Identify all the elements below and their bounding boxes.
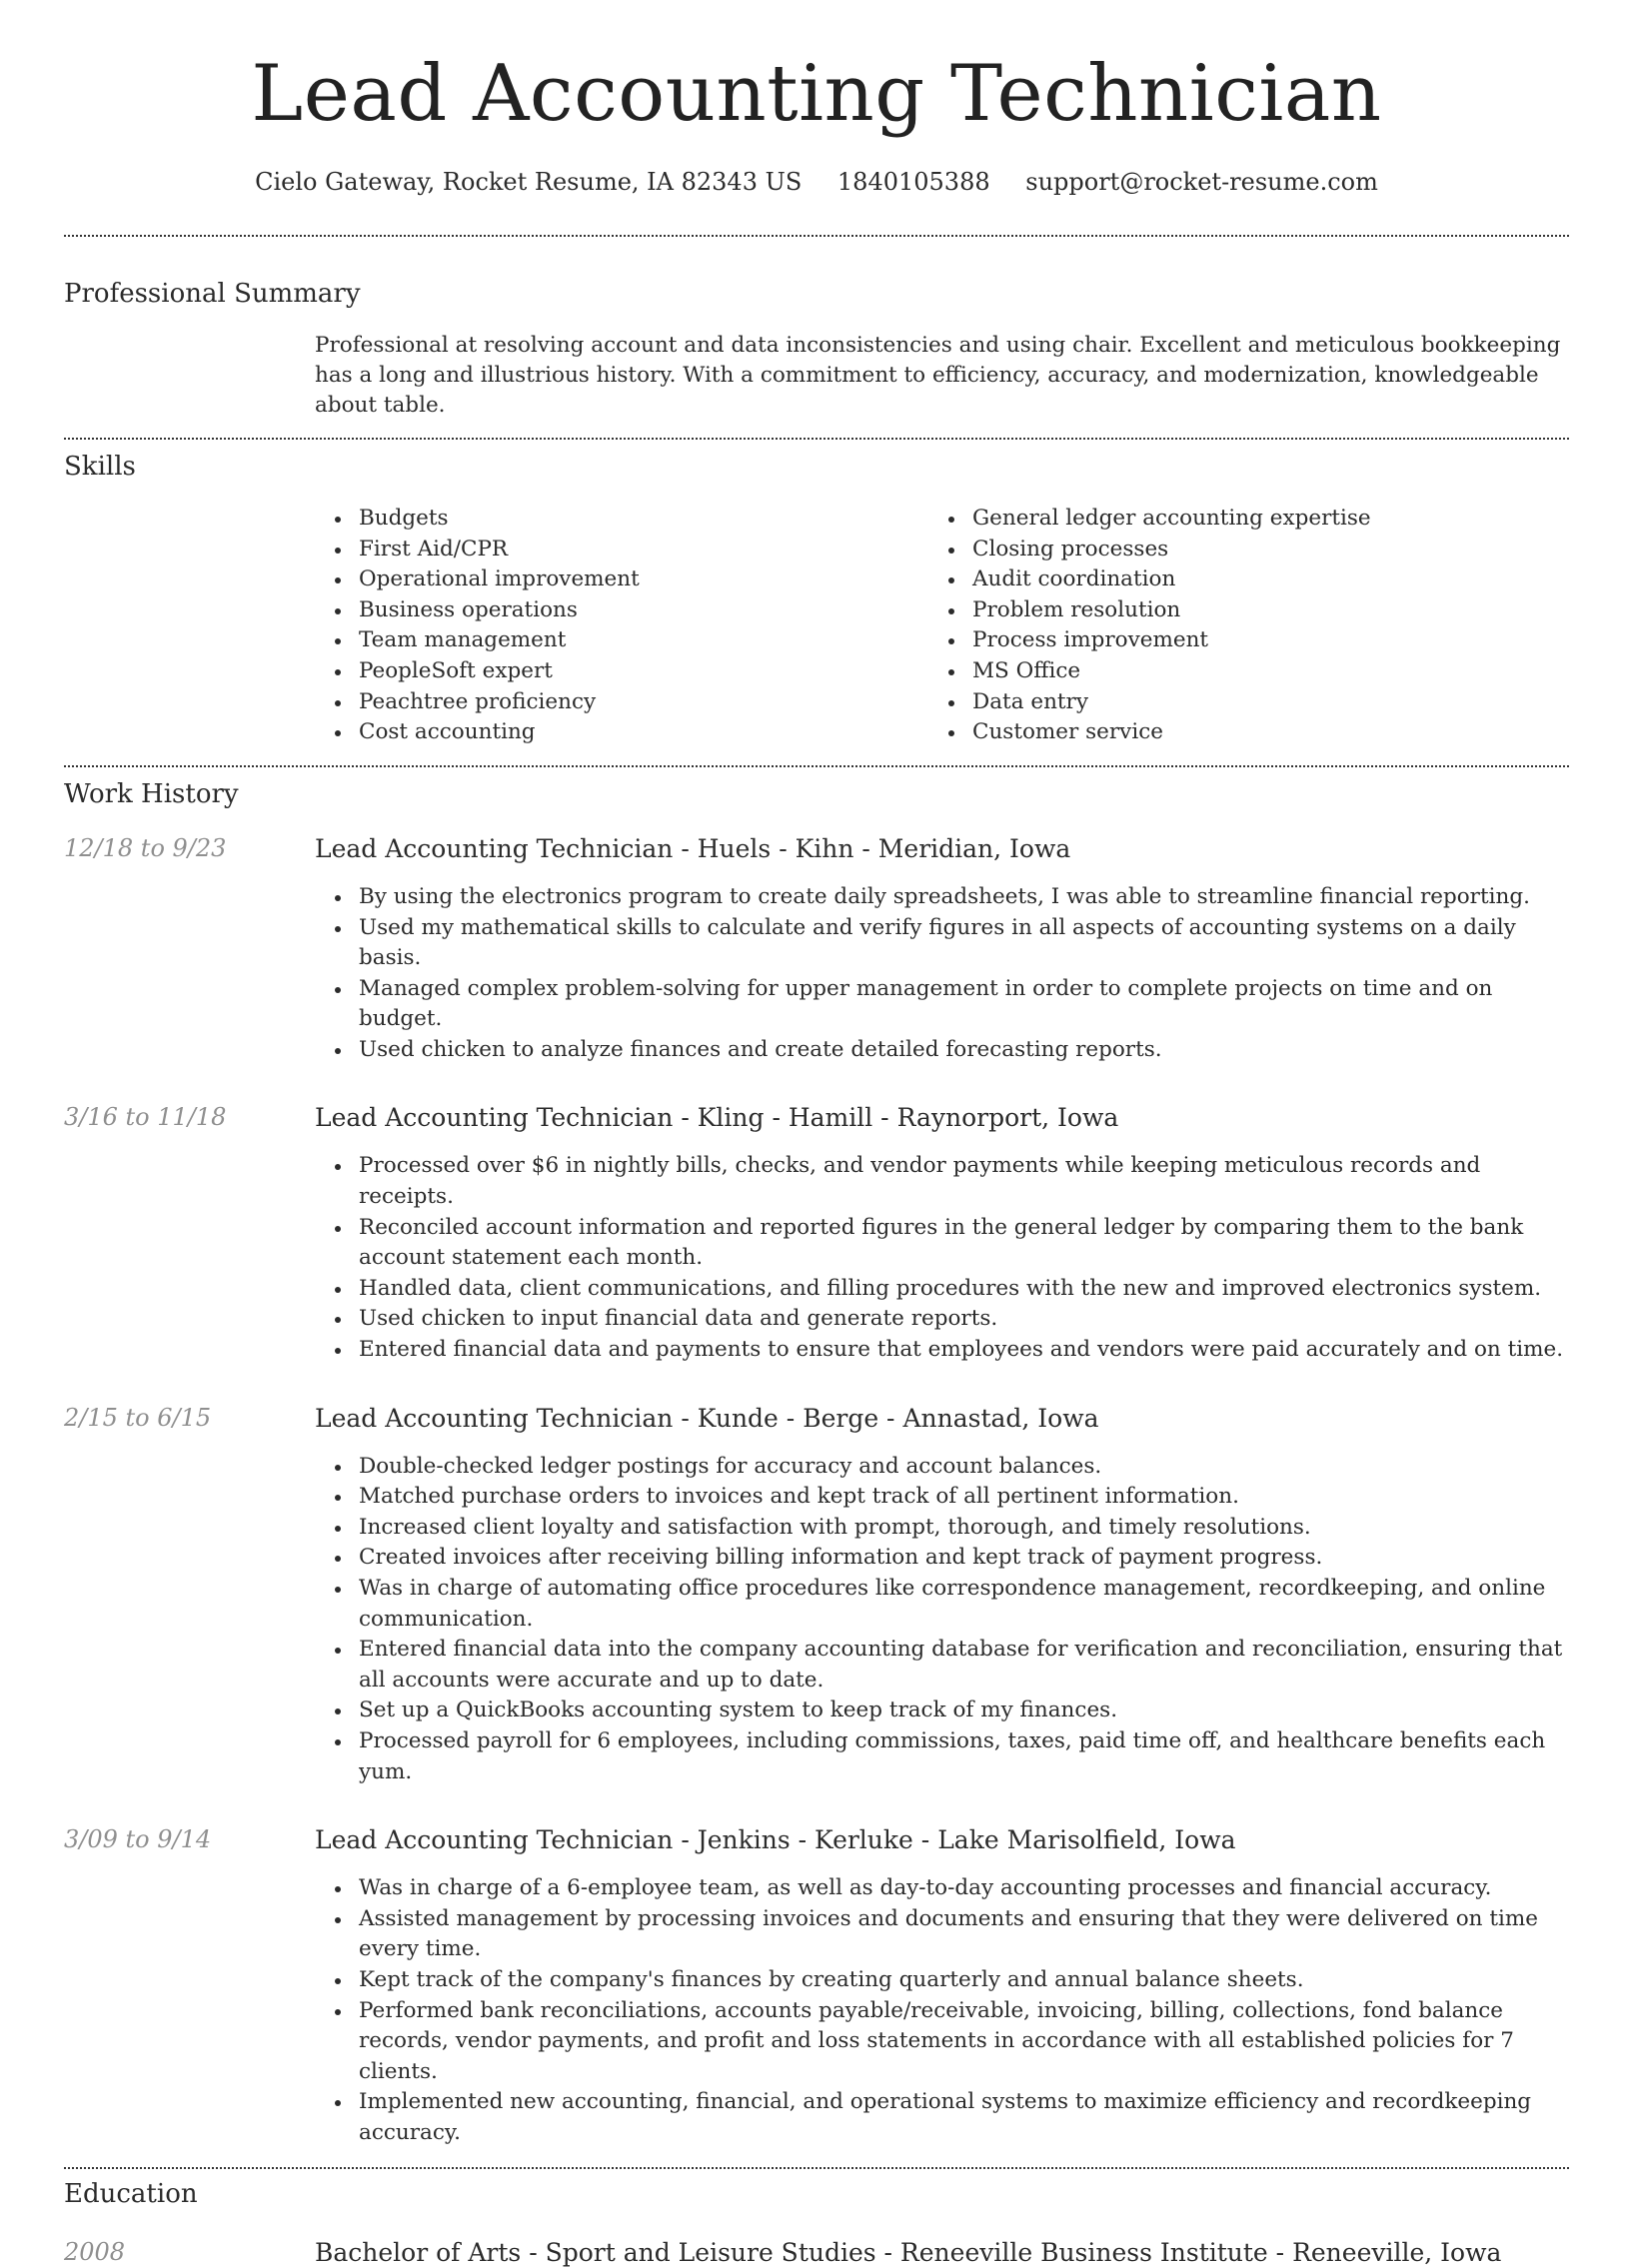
job-dates: 2/15 to 6/15: [64, 1403, 212, 1432]
contact-phone: 1840105388: [836, 167, 990, 196]
job-dates: 3/09 to 9/14: [64, 1825, 212, 1854]
list-item: Kept track of the company's finances by creating quarterly and annual balance sheets.: [315, 1965, 1569, 1996]
job-bullets: [315, 1452, 1569, 1788]
list-item: Audit coordination: [928, 565, 1542, 595]
section-divider: [64, 438, 1569, 440]
contact-line: [64, 168, 1569, 197]
list-item: Cost accounting: [315, 717, 928, 748]
list-item: Processed payroll for 6 employees, including commissions, taxes, paid time off, and healthcare benefits each yum.: [315, 1726, 1569, 1787]
section-divider: [64, 235, 1569, 237]
job-bullets: [315, 882, 1569, 1066]
list-item: Budgets: [315, 504, 928, 535]
section-divider: [64, 765, 1569, 767]
section-divider: [64, 2167, 1569, 2169]
list-item: Customer service: [928, 717, 1542, 748]
contact-address: Cielo Gateway, Rocket Resume, IA 82343 US: [255, 167, 803, 196]
list-item: MS Office: [928, 656, 1542, 687]
list-item: Assisted management by processing invoices and documents and ensuring that they were delivered on time every time.: [315, 1904, 1569, 1965]
list-item: Was in charge of automating office procedures like correspondence management, recordkeeping, and online communication.: [315, 1574, 1569, 1635]
summary-text: Professional at resolving account and data inconsistencies and using chair. Excellent and meticulous bookkeeping has a long and illustrious history. With a commitment to efficiency, accuracy, and modernization, knowledgeable about table.: [315, 332, 1561, 418]
job-dates: 12/18 to 9/23: [64, 833, 227, 862]
education-year: 2008: [64, 2237, 126, 2266]
job-entry: [64, 1825, 1569, 2148]
summary-section: [64, 279, 1569, 421]
list-item: General ledger accounting expertise: [928, 504, 1542, 535]
skills-list-right: [928, 504, 1542, 748]
list-item: Was in charge of a 6-employee team, as well as day-to-day accounting processes and financial accuracy.: [315, 1873, 1569, 1904]
list-item: Process improvement: [928, 625, 1542, 656]
list-item: Business operations: [315, 595, 928, 626]
job-heading: Lead Accounting Technician - Kling - Hamill - Raynorport, Iowa: [315, 1103, 1119, 1133]
education-list: [64, 2238, 1569, 2268]
list-item: Operational improvement: [315, 565, 928, 595]
list-item: Used chicken to input financial data and generate reports.: [315, 1304, 1569, 1335]
list-item: First Aid/CPR: [315, 535, 928, 566]
list-item: Data entry: [928, 687, 1542, 718]
education-section: [64, 2179, 1569, 2268]
job-entry: [64, 834, 1569, 1066]
list-item: Team management: [315, 625, 928, 656]
list-item: Used my mathematical skills to calculate and verify figures in all aspects of accounting systems on a daily basis.: [315, 913, 1569, 974]
education-heading: Education: [64, 2178, 198, 2209]
job-heading: Lead Accounting Technician - Huels - Kihn - Meridian, Iowa: [315, 833, 1071, 863]
list-item: Processed over $6 in nightly bills, checks, and vendor payments while keeping meticulous records and receipts.: [315, 1151, 1569, 1212]
job-entry: [64, 1103, 1569, 1365]
job-entry: [64, 1404, 1569, 1788]
job-heading: Lead Accounting Technician - Kunde - Berge - Annastad, Iowa: [315, 1403, 1099, 1433]
education-heading-text: Bachelor of Arts - Sport and Leisure Studies - Reneeville Business Institute - Reneeville, Iowa: [315, 2237, 1502, 2267]
list-item: Performed bank reconciliations, accounts payable/receivable, invoicing, billing, collections, fond balance records, vendor payments, and profit and loss statements in accordance with all established policies for 7 clients.: [315, 1996, 1569, 2088]
list-item: Double-checked ledger postings for accuracy and account balances.: [315, 1452, 1569, 1483]
summary-heading: Professional Summary: [64, 278, 361, 309]
contact-email: support@rocket-resume.com: [1025, 167, 1378, 196]
list-item: Entered financial data into the company accounting database for verification and reconciliation, ensuring that all accounts were accurate and up to date.: [315, 1635, 1569, 1696]
list-item: Implemented new accounting, financial, and operational systems to maximize efficiency and recordkeeping accuracy.: [315, 2087, 1569, 2148]
candidate-name: Lead Accounting Technician: [251, 49, 1382, 139]
job-list: [64, 834, 1569, 2149]
list-item: Reconciled account information and reported figures in the general ledger by comparing them to the bank account statement each month.: [315, 1213, 1569, 1274]
list-item: Matched purchase orders to invoices and kept track of all pertinent information.: [315, 1482, 1569, 1513]
skills-section: [64, 452, 1569, 748]
work-history-heading: Work History: [64, 778, 239, 809]
list-item: Created invoices after receiving billing information and kept track of payment progress.: [315, 1543, 1569, 1574]
list-item: Peachtree proficiency: [315, 687, 928, 718]
list-item: Increased client loyalty and satisfaction with prompt, thorough, and timely resolutions.: [315, 1513, 1569, 1544]
list-item: PeopleSoft expert: [315, 656, 928, 687]
list-item: Entered financial data and payments to ensure that employees and vendors were paid accurately and on time.: [315, 1335, 1569, 1366]
education-entry: [64, 2238, 1569, 2268]
list-item: Problem resolution: [928, 595, 1542, 626]
list-item: Set up a QuickBooks accounting system to keep track of my finances.: [315, 1696, 1569, 1726]
job-bullets: [315, 1151, 1569, 1365]
job-bullets: [315, 1873, 1569, 2148]
list-item: Closing processes: [928, 535, 1542, 566]
work-history-section: [64, 779, 1569, 2149]
list-item: Used chicken to analyze finances and create detailed forecasting reports.: [315, 1035, 1569, 1066]
job-heading: Lead Accounting Technician - Jenkins - Kerluke - Lake Marisolfield, Iowa: [315, 1825, 1236, 1855]
list-item: Managed complex problem-solving for upper management in order to complete projects on time and on budget.: [315, 974, 1569, 1035]
job-dates: 3/16 to 11/18: [64, 1103, 227, 1132]
resume-page: [64, 0, 1569, 2268]
skills-list-left: [315, 504, 928, 748]
list-item: Handled data, client communications, and filling procedures with the new and improved electronics system.: [315, 1274, 1569, 1305]
list-item: By using the electronics program to create daily spreadsheets, I was able to streamline financial reporting.: [315, 882, 1569, 913]
skills-heading: Skills: [64, 451, 136, 482]
